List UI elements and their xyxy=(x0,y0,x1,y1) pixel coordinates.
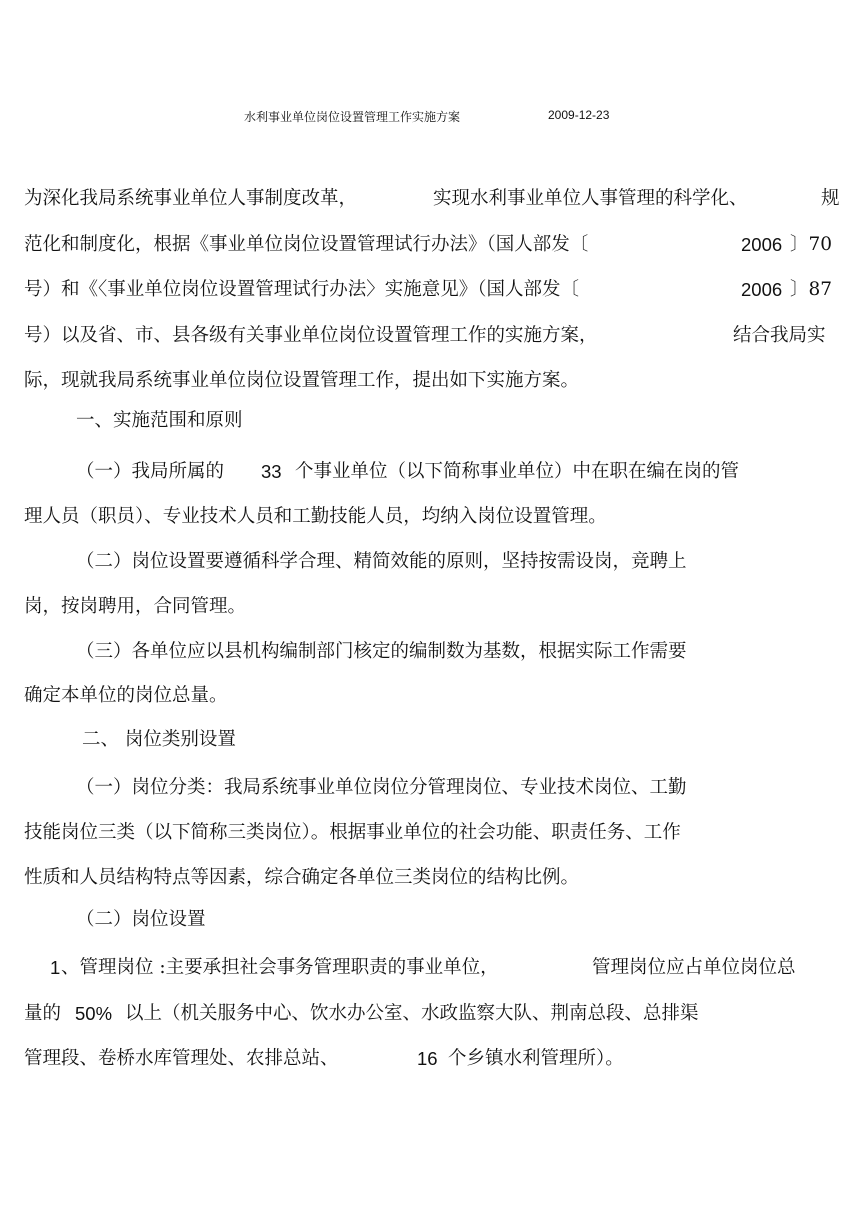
text-segment: 规 xyxy=(821,188,840,209)
text-segment: 以上（机关服务中心、饮水办公室、水政监察大队、荆南总段、总排渠 xyxy=(125,1003,699,1024)
text-segment: 范化和制度化，根据《事业单位岗位设置管理试行办法》（国人部发〔 xyxy=(24,234,589,255)
text-segment: 理人员（职员）、专业技术人员和工勤技能人员，均纳入岗位设置管理。 xyxy=(24,506,607,527)
paragraph-line xyxy=(0,773,860,803)
paragraph-line xyxy=(0,457,860,487)
text-segment: 个乡镇水利管理所）。 xyxy=(448,1048,624,1069)
section-heading xyxy=(0,725,860,755)
text-segment: 二、 岗位类别设置 xyxy=(82,729,236,750)
text-segment: 号）和《〈事业单位岗位设置管理试行办法〉实施意见》（国人部发〔 xyxy=(24,279,580,300)
text-segment: 量的 xyxy=(24,1003,62,1024)
text-segment: 一、实施范围和原则 xyxy=(76,410,243,431)
paragraph-line xyxy=(0,681,860,711)
text-segment: （二）岗位设置要遵循科学合理、精简效能的原则，坚持按需设岗，竞聘上 xyxy=(76,551,687,572)
text-segment: 、管理岗位 :主要承担社会事务管理职责的事业单位， xyxy=(61,957,499,978)
paragraph-line xyxy=(0,321,860,351)
text-segment: 2006 xyxy=(741,234,783,255)
text-segment: （一）我局所属的 xyxy=(76,461,225,482)
paragraph-line xyxy=(0,547,860,577)
section-heading xyxy=(0,406,860,436)
paragraph-line xyxy=(0,184,860,214)
paragraph-line xyxy=(0,863,860,893)
paragraph-line xyxy=(0,637,860,667)
paragraph-line xyxy=(0,230,860,260)
text-segment: （二）岗位设置 xyxy=(76,909,206,930)
text-segment: （一）岗位分类：我局系统事业单位岗位分管理岗位、专业技术岗位、工勤 xyxy=(76,777,687,798)
text-segment: 技能岗位三类（以下简称三类岗位）。根据事业单位的社会功能、职责任务、工作 xyxy=(24,822,681,843)
paragraph-line xyxy=(0,275,860,305)
text-segment: 50% xyxy=(75,1003,113,1024)
paragraph-line xyxy=(0,999,860,1029)
text-segment: 性质和人员结构特点等因素，综合确定各单位三类岗位的结构比例。 xyxy=(24,867,580,888)
text-segment: 际，现就我局系统事业单位岗位设置管理工作，提出如下实施方案。 xyxy=(24,370,580,391)
text-segment: 1 xyxy=(50,957,61,978)
text-segment: 16 xyxy=(417,1048,438,1069)
text-segment: 号）以及省、市、县各级有关事业单位岗位设置管理工作的实施方案， xyxy=(24,325,598,346)
text-segment: 个事业单位（以下简称事业单位）中在职在编在岗的管 xyxy=(295,461,740,482)
text-segment: （三）各单位应以县机构编制部门核定的编制数为基数，根据实际工作需要 xyxy=(76,641,687,662)
text-segment: 〕87 xyxy=(790,279,833,300)
document-date: 2009-12-23 xyxy=(548,108,610,122)
text-segment: 岗，按岗聘用，合同管理。 xyxy=(24,596,247,617)
text-segment: 管理段、卷桥水库管理处、农排总站、 xyxy=(24,1048,339,1069)
text-segment: 为深化我局系统事业单位人事制度改革， xyxy=(24,188,358,209)
text-segment: 33 xyxy=(261,461,282,482)
text-segment: 〕70 xyxy=(790,234,833,255)
paragraph-line xyxy=(0,1044,860,1074)
paragraph-line xyxy=(0,818,860,848)
text-segment: 结合我局实 xyxy=(733,325,826,346)
subsection-heading xyxy=(0,905,860,935)
text-segment: 实现水利事业单位人事管理的科学化、 xyxy=(433,188,748,209)
paragraph-line xyxy=(0,592,860,622)
document-title: 水利事业单位岗位设置管理工作实施方案 xyxy=(244,110,461,124)
paragraph-line xyxy=(0,502,860,532)
text-segment: 管理岗位应占单位岗位总 xyxy=(592,957,796,978)
paragraph-line xyxy=(0,953,860,983)
text-segment: 确定本单位的岗位总量。 xyxy=(24,685,228,706)
text-segment: 2006 xyxy=(741,279,783,300)
paragraph-line xyxy=(0,366,860,396)
